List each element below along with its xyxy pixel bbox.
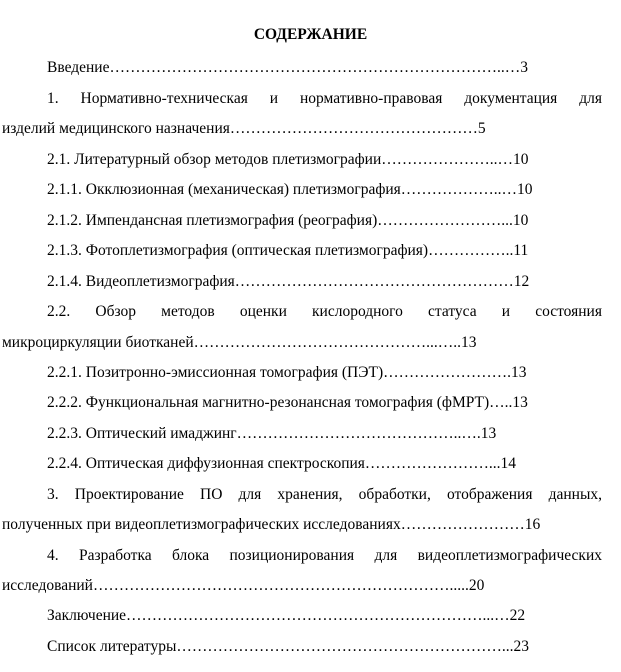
toc-entry-4-line-2[interactable]: исследований…………………………………………………………….....20 [2,577,485,594]
toc-entry-2-2-4[interactable]: 2.2.4. Оптическая диффузионная спектроскопия……………………...14 [47,455,517,472]
toc-entry-conclusion[interactable]: Заключение……………………………………………………………...…22 [47,607,526,624]
toc-entry-2-1[interactable]: 2.1. Литературный обзор методов плетизмографии…………………..…10 [47,151,529,168]
toc-entry-2-2-3[interactable]: 2.2.3. Оптический имаджинг……………………………………..….13 [47,425,497,442]
toc-entry-2-1-4[interactable]: 2.1.4. Видеоплетизмография………………………………………………12 [47,273,530,290]
toc-entry-3-line-1[interactable]: 3. Проектирование ПО для хранения, обработки, отображения данных, [47,486,602,503]
toc-entry-3-line-2[interactable]: полученных при видеоплетизмографических исследованиях……………………16 [2,516,541,533]
toc-entry-4-line-1[interactable]: 4. Разработка блока позиционирования для видеоплетизмографических [47,547,602,564]
page-title: СОДЕРЖАНИЕ [253,26,368,43]
toc-entry-2-2-line-1[interactable]: 2.2. Обзор методов оценки кислородного статуса и состояния [47,303,602,320]
toc-entry-1-line-2[interactable]: изделий медицинского назначения…………………………………………5 [2,120,486,137]
toc-entry-2-2-1[interactable]: 2.2.1. Позитронно-эмиссионная томография (ПЭТ)…………………….13 [47,364,527,381]
toc-entry-references[interactable]: Список литературы………………………………………………………...23 [47,638,529,655]
toc-entry-2-2-line-2[interactable]: микроциркуляции биотканей………………………………………...…..13 [2,334,477,351]
toc-entry-2-1-2[interactable]: 2.1.2. Импендансная плетизмография (реография)……………………...10 [47,212,529,229]
toc-entry-2-1-1[interactable]: 2.1.1. Окклюзионная (механическая) плетизмография………………..…10 [47,181,533,198]
toc-entry-2-2-2[interactable]: 2.2.2. Функциональная магнитно-резонансная томография (фМРТ)…..13 [47,394,528,411]
toc-entry-1-line-1[interactable]: 1. Нормативно-техническая и нормативно-правовая документация для [47,90,602,107]
toc-entry-2-1-3[interactable]: 2.1.3. Фотоплетизмография (оптическая плетизмография)……………..11 [47,242,529,259]
toc-entry-introduction[interactable]: Введение…………………………………………………………………..…3 [47,59,528,76]
